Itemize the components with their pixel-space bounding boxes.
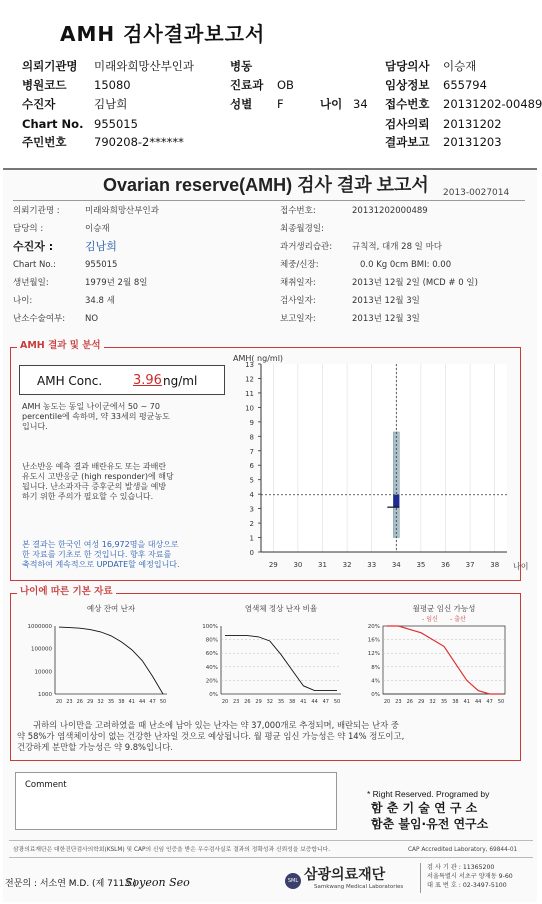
org-name-1: 함 춘 기 술 연 구 소 (371, 801, 478, 815)
basic-section-title: 나이에 따른 기본 자료 (17, 587, 116, 597)
label: 병동 (230, 59, 253, 73)
chart-title: 예상 잔여 난자 (86, 604, 136, 613)
divider (9, 857, 533, 858)
logo-text: SML (287, 878, 299, 884)
y-tick-label: 16% (367, 637, 380, 644)
rights-text: * Right Reserved. Programed by (367, 789, 490, 799)
x-tick-label: 41 (300, 699, 307, 705)
y-tick-label: 20% (205, 678, 218, 685)
text-line: 건강하게 분만할 가능성은 약 9.8%입니다. (17, 742, 173, 752)
value: 미래와희망산부인과 (94, 59, 194, 73)
y-tick-label: 4 (249, 491, 254, 500)
x-tick-label: 20 (221, 699, 229, 705)
sml-logo-icon (285, 873, 301, 889)
text-line: 축적하여 계속적으로 UPDATE할 예정입니다. (22, 560, 180, 569)
label: 나이 (320, 97, 343, 111)
x-tick-label: 23 (66, 699, 73, 705)
info-label: 의뢰기관명 : (13, 206, 60, 216)
x-tick-label: 29 (268, 561, 278, 569)
divider (9, 840, 533, 841)
basic-summary (17, 720, 404, 753)
y-tick-label: 5 (249, 476, 254, 485)
label: 임상정보 (385, 78, 430, 92)
y-tick-label: 10000 (34, 669, 52, 676)
info-label: 접수번호: (280, 206, 316, 216)
value: 이승재 (443, 59, 477, 73)
amh-response-text (22, 462, 174, 502)
x-tick-label: 44 (139, 699, 146, 705)
x-tick-label: 50 (159, 699, 167, 705)
y-tick-label: 0 (249, 549, 254, 557)
divider (13, 200, 525, 201)
remaining-eggs-chart (17, 602, 179, 714)
info-label: 난소수술여부: (13, 314, 66, 324)
text-line: 유도시 고반응군 (high responder)에 해당 (22, 472, 174, 481)
x-tick-label: 20 (55, 699, 63, 705)
lab-address (427, 863, 513, 890)
text-line: 입니다. (22, 422, 48, 431)
text-line: 본 결과는 한국인 여성 16,972명을 대상으로 (22, 540, 179, 549)
info-value: 2013년 12월 3일 (352, 296, 420, 306)
brand-name-en: Samkwang Medical Laboratories (314, 884, 404, 890)
info-value: 20131202000489 (352, 206, 428, 216)
x-tick-label: 36 (441, 561, 450, 569)
amh-age-chart (225, 352, 529, 578)
amh-data-note (22, 540, 180, 570)
y-axis-label: AMH( ng/ml) (233, 354, 284, 363)
info-value: 1979년 2월 8일 (85, 278, 148, 288)
text-line: 됩니다. 난소과자극 증후군의 발생을 예방 (22, 482, 167, 491)
info-label: 보고일자: (280, 314, 316, 324)
x-axis-label: 나이 (513, 562, 529, 571)
y-tick-label: 100000 (31, 646, 52, 653)
patient-name: 김남희 (85, 240, 117, 253)
text-line: 한 자료를 기초로 한 것입니다. 향후 자료를 (22, 550, 172, 559)
x-tick-label: 38 (289, 699, 296, 705)
label: 성별 (230, 97, 253, 111)
info-label: 생년월일: (13, 278, 49, 288)
x-tick-label: 41 (463, 699, 470, 705)
x-tick-label: 23 (395, 699, 402, 705)
info-value: 34.8 세 (85, 296, 115, 306)
x-tick-label: 38 (490, 561, 500, 569)
report-main-title: Ovarian reserve(AMH) 검사 결과 보고서 (103, 175, 429, 195)
y-tick-label: 6 (249, 462, 254, 471)
x-tick-label: 32 (97, 699, 104, 705)
label: 의뢰기관명 (22, 59, 78, 73)
info-label: 담당의 : (13, 224, 44, 234)
report-sheet (3, 168, 537, 902)
text-line: 하기 위한 주의가 필요할 수 있습니다. (22, 492, 154, 501)
cap-text: CAP Accredited Laboratory, 69844-01 (408, 847, 518, 853)
x-tick-label: 34 (391, 561, 401, 569)
x-tick-label: 26 (244, 699, 251, 705)
y-tick-label: 4% (371, 678, 380, 685)
x-tick-label: 26 (76, 699, 83, 705)
amh-conc-unit: ng/ml (163, 374, 198, 388)
data-line (225, 636, 337, 691)
text-line: 난소반응 예측 결과 배란유도 또는 과배란 (22, 462, 167, 471)
x-tick-label: 32 (342, 561, 352, 569)
value: 655794 (443, 78, 487, 92)
info-value: 955015 (85, 260, 118, 270)
text-line: 대 표 번 호 : 02-3497-5100 (427, 882, 507, 889)
x-tick-label: 23 (233, 699, 240, 705)
x-tick-label: 44 (311, 699, 318, 705)
info-label: 채취일자: (280, 278, 316, 288)
y-tick-label: 100% (202, 624, 218, 630)
info-label: Chart No.: (13, 260, 57, 270)
info-label: 수진자 : (13, 240, 54, 253)
certification-text: 삼광의료재단은 대한진단검사의학회(KSLM) 및 CAP의 신임 인증을 받은 우수검사실로 결과의 정확성과 신뢰성을 보증합니다. (13, 847, 331, 853)
x-tick-label: 38 (118, 699, 125, 705)
text-line: 약 58%가 염색체이상이 없는 건강한 난자일 것으로 예상됩니다. 월 평균 임신 가능성은 약 14% 정도이고, (17, 731, 405, 741)
y-tick-label: 80% (205, 637, 218, 644)
x-tick-label: 33 (367, 561, 377, 569)
x-tick-label: 32 (266, 699, 273, 705)
amh-percentile-text (22, 402, 170, 432)
value: F (277, 97, 284, 111)
x-tick-label: 29 (418, 699, 425, 705)
y-tick-label: 12 (245, 375, 254, 384)
legend-item: - 출산 (450, 616, 466, 623)
x-tick-label: 47 (486, 699, 493, 705)
legend-item: - 임신 (422, 616, 438, 623)
text-line: 검 사 기 관 : 11365200 (427, 864, 495, 871)
y-tick-label: 7 (249, 447, 254, 456)
info-label: 나이: (13, 296, 33, 306)
x-tick-label: 47 (322, 699, 329, 705)
y-tick-label: 8 (249, 433, 254, 442)
divider (420, 863, 421, 893)
text-line: AMH 농도는 동일 나이군에서 50 ~ 70 (22, 402, 160, 411)
x-tick-label: 35 (107, 699, 115, 705)
y-tick-label: 12% (367, 651, 380, 658)
x-tick-label: 44 (475, 699, 482, 705)
text-line: percentile에 속하며, 약 33세의 평균농도 (22, 412, 170, 421)
label: Chart No. (22, 117, 84, 131)
y-tick-label: 1 (249, 534, 254, 543)
value: 15080 (94, 78, 131, 92)
x-tick-label: 26 (406, 699, 413, 705)
info-value: NO (85, 314, 99, 324)
info-value: 0.0 Kg 0cm BMI: 0.00 (360, 260, 452, 270)
text-line: 귀하의 나이만을 고려하였을 때 난소에 남아 있는 난자는 약 37,000개로 추정되며, 배란되는 난자 중 (33, 720, 399, 730)
info-label: 최종월경일: (280, 224, 324, 234)
y-tick-label: 1000000 (27, 624, 52, 630)
x-tick-label: 35 (277, 699, 285, 705)
x-tick-label: 31 (318, 561, 327, 569)
amh-conc-label: AMH Conc. (37, 374, 103, 388)
x-tick-label: 47 (149, 699, 156, 705)
normal-egg-ratio-chart (191, 602, 349, 714)
label: 결과보고 (385, 135, 430, 149)
x-tick-label: 30 (293, 561, 303, 569)
chart-title: 월평균 임신 가능성 (412, 604, 476, 613)
doctor-signature: Soyeon Seo (125, 876, 190, 889)
label: 주민번호 (22, 135, 67, 149)
org-name-2: 함춘 불임·유전 연구소 (371, 817, 489, 831)
brand-name: 삼광의료재단 (304, 867, 386, 883)
y-tick-label: 20% (367, 624, 380, 630)
label: 진료과 (230, 78, 264, 92)
value: OB (277, 78, 294, 92)
label: 수진자 (22, 97, 56, 111)
amh-conc-value: 3.96 (133, 373, 162, 388)
amh-section-title: AMH 결과 및 분석 (17, 341, 104, 351)
y-tick-label: 9 (249, 418, 254, 427)
value: 김남희 (94, 97, 128, 111)
value: 20131203 (443, 135, 502, 149)
value: 20131202 (443, 117, 502, 131)
y-tick-label: 2 (249, 520, 254, 529)
text-line: 서울특별시 서초구 양재동 9-60 (427, 873, 513, 880)
x-tick-label: 35 (440, 699, 448, 705)
comment-box (15, 772, 337, 830)
info-label: 검사일자: (280, 296, 316, 306)
x-tick-label: 41 (128, 699, 135, 705)
label: 접수번호 (385, 97, 430, 111)
x-tick-label: 35 (416, 561, 426, 569)
report-title: AMH 검사결과보고서 (60, 22, 266, 46)
value: 20131202-00489 (443, 97, 542, 111)
x-tick-label: 50 (497, 699, 505, 705)
y-tick-label: 8% (371, 664, 380, 671)
info-value: 2013년 12월 3일 (352, 314, 420, 324)
plot-frame (383, 626, 505, 694)
value: 955015 (94, 117, 138, 131)
info-value: 이승재 (85, 224, 110, 234)
y-tick-label: 11 (245, 389, 254, 398)
doctor-name: 전문의 : 서소연 M.D. (제 711호) (5, 879, 137, 889)
value: 34 (353, 97, 368, 111)
x-tick-label: 29 (255, 699, 262, 705)
x-tick-label: 20 (383, 699, 391, 705)
y-tick-label: 1000 (38, 692, 52, 698)
label: 담당의사 (385, 59, 430, 73)
value: 790208-2****** (94, 135, 184, 149)
comment-label: Comment (25, 780, 67, 790)
info-value: 2013년 12월 2일 (MCD # 0 일) (352, 278, 478, 288)
pregnancy-chance-chart (355, 602, 517, 714)
x-tick-label: 50 (333, 699, 341, 705)
label: 병원코드 (22, 78, 67, 92)
x-tick-label: 37 (465, 561, 475, 569)
y-tick-label: 13 (245, 361, 254, 369)
info-value: 규칙적, 대개 28 일 마다 (352, 242, 443, 252)
data-line (59, 627, 163, 694)
label: 검사의뢰 (385, 117, 430, 131)
x-tick-label: 29 (87, 699, 94, 705)
x-tick-label: 32 (429, 699, 436, 705)
x-tick-label: 38 (452, 699, 459, 705)
y-tick-label: 10 (245, 404, 254, 413)
y-tick-label: 0% (371, 692, 380, 698)
chart-title: 염색체 정상 난자 비율 (244, 604, 318, 613)
y-tick-label: 60% (205, 651, 218, 658)
y-tick-label: 0% (209, 692, 218, 698)
data-line (387, 626, 501, 694)
report-id: 2013-0027014 (443, 188, 510, 198)
y-tick-label: 40% (205, 664, 218, 671)
info-label: 과거생리습관: (280, 242, 333, 252)
info-value: 미래와희망산부인과 (85, 206, 159, 216)
info-label: 체중/신장: (280, 260, 319, 270)
y-tick-label: 3 (249, 505, 254, 514)
amh-conc-box (19, 365, 225, 395)
